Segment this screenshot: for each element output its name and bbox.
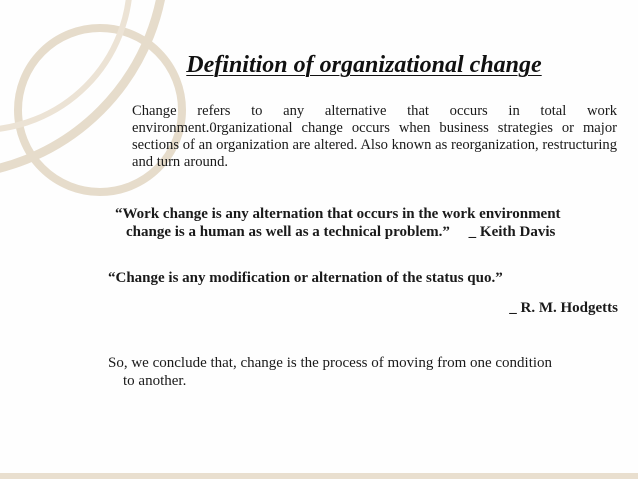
quote-keith-davis [115, 205, 617, 241]
conclusion-line1: So, we conclude that, change is the process of moving from one condition [108, 355, 553, 371]
quote1-line2: change is a human as well as a technical problem.” _ Keith Davis [126, 224, 556, 240]
quote2-text: “Change is any modification or alternation of the status quo.” [108, 270, 503, 286]
slide-title: Definition of organizational change [186, 52, 542, 78]
conclusion-paragraph [108, 354, 618, 390]
definition-paragraph: Change refers to any alternative that occurs in total work environment.0rganizational change occurs when business strategies or major sections of an organization are altered. Also known as reorganization, restructuring and turn around. [132, 103, 617, 170]
quote-hodgetts [108, 269, 618, 317]
quote1-line1: “Work change is any alternation that occurs in the work environment [115, 206, 561, 222]
quote2-author: _ R. M. Hodgetts [509, 300, 618, 316]
conclusion-line2: to another. [123, 373, 187, 389]
bottom-bar [0, 473, 638, 479]
